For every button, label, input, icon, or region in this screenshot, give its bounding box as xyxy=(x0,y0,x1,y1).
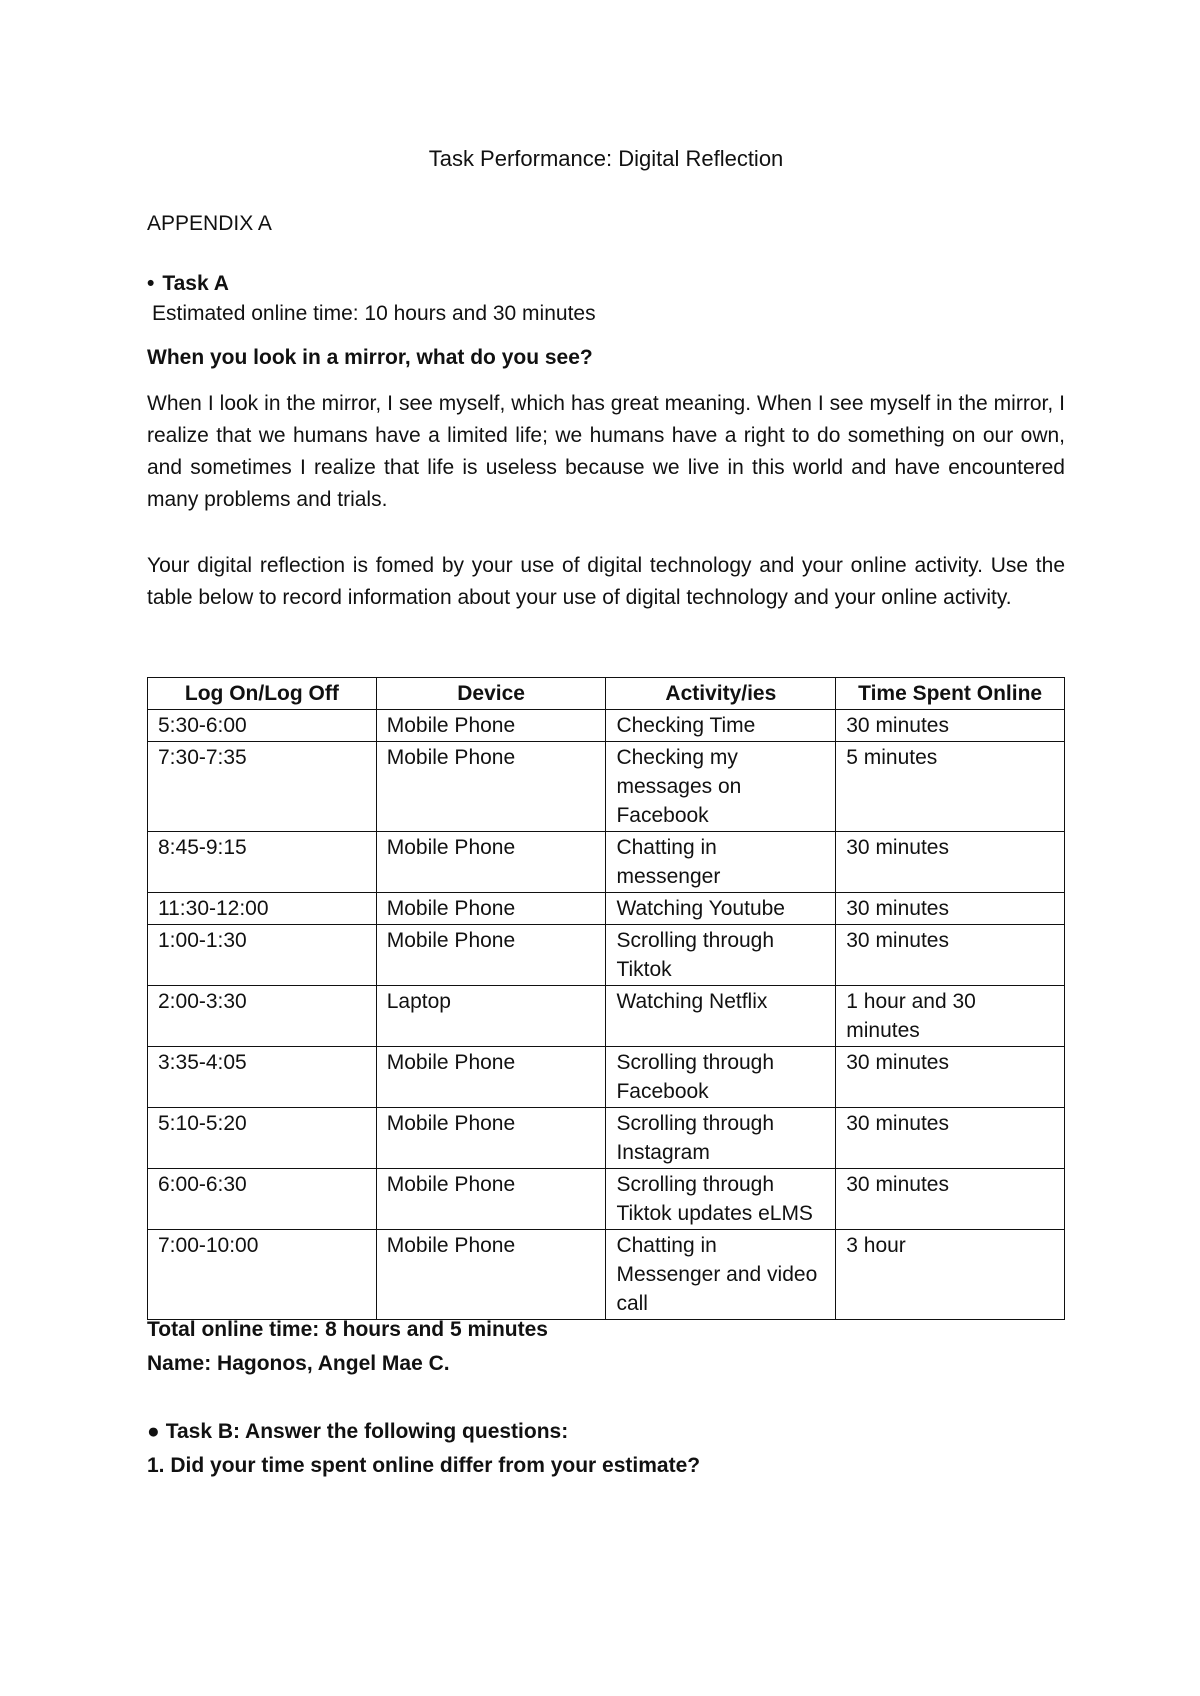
table-row xyxy=(148,893,1065,925)
cell-device: Mobile Phone xyxy=(376,1230,606,1320)
estimated-online-time: Estimated online time: 10 hours and 30 minutes xyxy=(152,302,596,325)
cell-log-time: 7:30-7:35 xyxy=(148,742,377,832)
cell-activity: Chatting in Messenger and video call xyxy=(606,1230,836,1320)
cell-device: Mobile Phone xyxy=(376,742,606,832)
header-time-spent: Time Spent Online xyxy=(836,678,1065,710)
cell-device: Mobile Phone xyxy=(376,1169,606,1230)
table-row xyxy=(148,986,1065,1047)
cell-activity: Chatting in messenger xyxy=(606,832,836,893)
question-1: 1. Did your time spent online differ from your estimate? xyxy=(147,1454,701,1477)
task-b-label: Task B: Answer the following questions: xyxy=(165,1420,569,1443)
table-row xyxy=(148,742,1065,832)
cell-activity: Scrolling through Instagram xyxy=(606,1108,836,1169)
cell-activity: Watching Youtube xyxy=(606,893,836,925)
cell-device: Laptop xyxy=(376,986,606,1047)
bullet-icon: ● xyxy=(147,1420,160,1443)
table-row xyxy=(148,832,1065,893)
cell-time-spent: 30 minutes xyxy=(836,925,1065,986)
mirror-answer-paragraph: When I look in the mirror, I see myself, which has great meaning. When I see myself in the mirror, I realize that we humans have a limited life; we humans have a right to do something on our own, and sometimes I realize that life is useless because we live in this world and have encountered many problems and trials. xyxy=(147,392,1065,511)
table-row xyxy=(148,1108,1065,1169)
instructions-paragraph: Your digital reflection is fomed by your use of digital technology and your online activity. Use the table below to record information about your use of digital technology and your online activity. xyxy=(147,554,1065,609)
cell-log-time: 3:35-4:05 xyxy=(148,1047,377,1108)
total-online-time: Total online time: 8 hours and 5 minutes xyxy=(147,1318,548,1341)
cell-device: Mobile Phone xyxy=(376,925,606,986)
cell-time-spent: 30 minutes xyxy=(836,1108,1065,1169)
table-row xyxy=(148,925,1065,986)
cell-time-spent: 5 minutes xyxy=(836,742,1065,832)
student-name: Name: Hagonos, Angel Mae C. xyxy=(147,1352,450,1375)
mirror-question: When you look in a mirror, what do you see? xyxy=(147,346,593,369)
document-title: Task Performance: Digital Reflection xyxy=(428,146,784,171)
header-log-on-off: Log On/Log Off xyxy=(148,678,377,710)
cell-log-time: 5:10-5:20 xyxy=(148,1108,377,1169)
table-row xyxy=(148,1169,1065,1230)
bullet-icon: • xyxy=(147,272,155,295)
cell-time-spent: 30 minutes xyxy=(836,832,1065,893)
cell-log-time: 6:00-6:30 xyxy=(148,1169,377,1230)
cell-log-time: 1:00-1:30 xyxy=(148,925,377,986)
table-row xyxy=(148,710,1065,742)
cell-activity: Scrolling through Facebook xyxy=(606,1047,836,1108)
online-activity-table xyxy=(147,677,1065,1320)
header-activities: Activity/ies xyxy=(606,678,836,710)
cell-activity: Checking Time xyxy=(606,710,836,742)
cell-log-time: 11:30-12:00 xyxy=(148,893,377,925)
cell-activity: Scrolling through Tiktok updates eLMS xyxy=(606,1169,836,1230)
cell-time-spent: 3 hour xyxy=(836,1230,1065,1320)
cell-log-time: 5:30-6:00 xyxy=(148,710,377,742)
cell-activity: Watching Netflix xyxy=(606,986,836,1047)
cell-device: Mobile Phone xyxy=(376,893,606,925)
task-b-heading xyxy=(147,1420,568,1444)
cell-time-spent: 30 minutes xyxy=(836,1169,1065,1230)
table-row xyxy=(148,1047,1065,1108)
cell-activity: Scrolling through Tiktok xyxy=(606,925,836,986)
cell-log-time: 8:45-9:15 xyxy=(148,832,377,893)
cell-device: Mobile Phone xyxy=(376,1047,606,1108)
task-a-label: Task A xyxy=(162,272,229,295)
cell-time-spent: 30 minutes xyxy=(836,1047,1065,1108)
task-a-heading xyxy=(147,272,229,296)
cell-time-spent: 30 minutes xyxy=(836,710,1065,742)
table-row xyxy=(148,1230,1065,1320)
header-device: Device xyxy=(376,678,606,710)
cell-device: Mobile Phone xyxy=(376,1108,606,1169)
table-header-row xyxy=(148,678,1065,710)
cell-time-spent: 1 hour and 30 minutes xyxy=(836,986,1065,1047)
cell-log-time: 2:00-3:30 xyxy=(148,986,377,1047)
cell-time-spent: 30 minutes xyxy=(836,893,1065,925)
cell-device: Mobile Phone xyxy=(376,710,606,742)
cell-activity: Checking my messages on Facebook xyxy=(606,742,836,832)
appendix-heading: APPENDIX A xyxy=(147,212,272,235)
cell-device: Mobile Phone xyxy=(376,832,606,893)
cell-log-time: 7:00-10:00 xyxy=(148,1230,377,1320)
